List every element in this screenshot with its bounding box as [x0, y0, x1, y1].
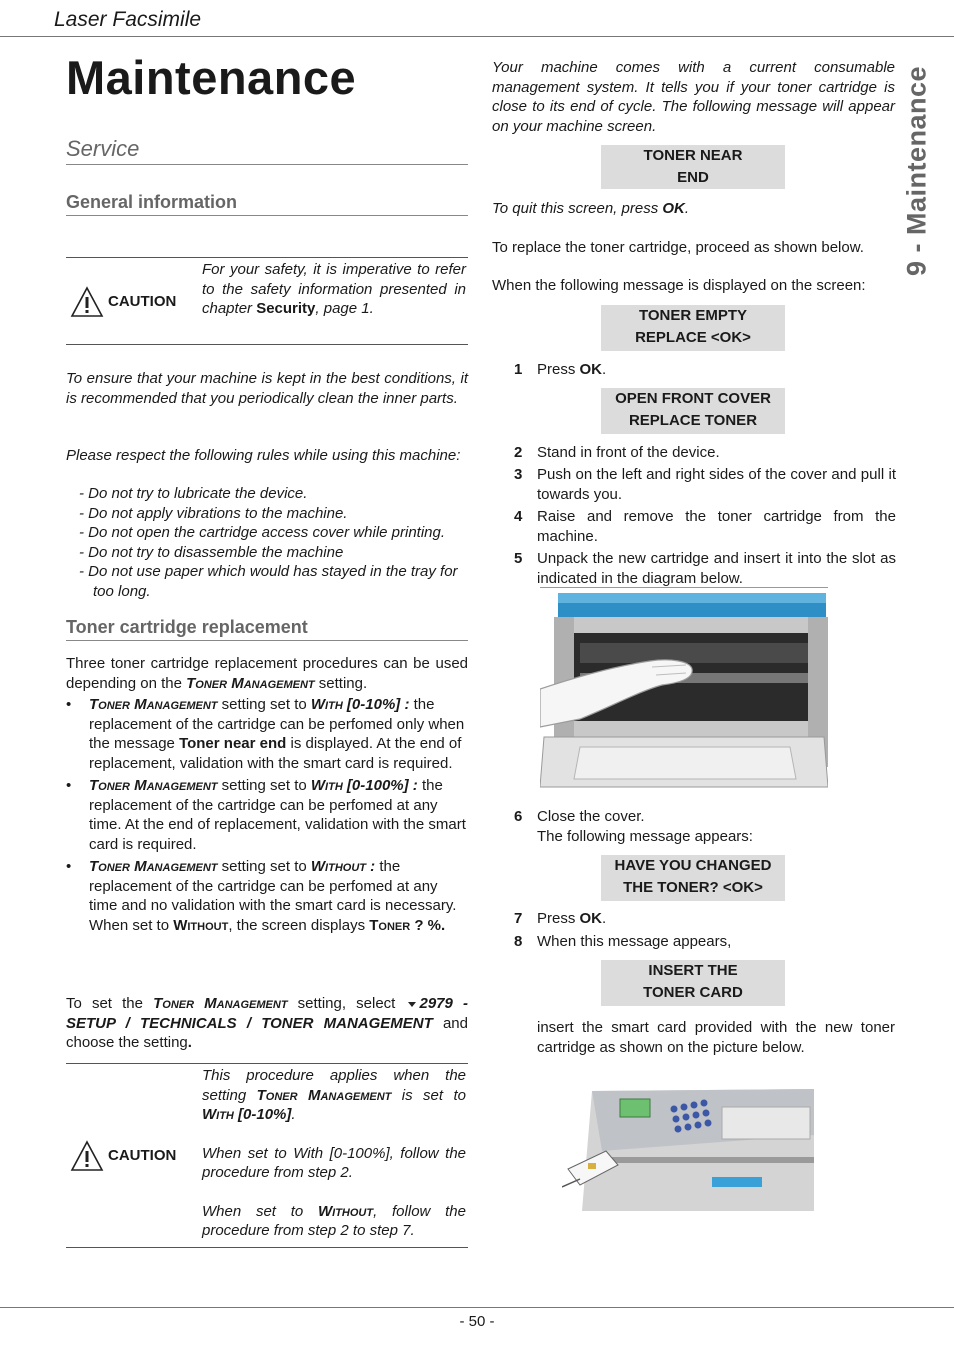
maintenance-intro: To ensure that your machine is kept in the best conditions, it is recommended that you periodically clean the inner parts.: [66, 370, 468, 407]
text-part: is displayed. At the end of replacement, validation with the smart card is required.: [89, 735, 462, 772]
header-title: Laser Facsimile: [54, 8, 202, 31]
lcd-message-toner-empty: [601, 305, 785, 351]
rule-item: - Do not apply vibrations to the machine.: [79, 504, 348, 522]
setting-name: Toner Management: [89, 777, 218, 794]
caution-label: [70, 1140, 176, 1172]
text-part: .: [602, 910, 607, 927]
text-part: To set the: [66, 995, 154, 1012]
lcd-line: OPEN FRONT COVER: [615, 390, 771, 407]
smart-card-instruction: insert the smart card provided with the new toner cartridge as shown on the picture below.: [537, 1019, 895, 1056]
rule-item: - Do not try to disassemble the machine: [79, 543, 344, 561]
setting-value: With [0-10%] :: [310, 696, 410, 713]
lcd-message-have-you-changed: [601, 855, 785, 901]
page-title: Maintenance: [66, 51, 357, 104]
step-7: [514, 909, 896, 929]
lcd-message-insert-toner-card: [601, 960, 785, 1006]
caution-label-text: CAUTION: [108, 1147, 177, 1165]
screen-display: Toner ? %.: [369, 916, 446, 934]
caution-text-part: , page 1.: [315, 300, 374, 317]
step-number: 3: [514, 466, 523, 483]
lcd-message-toner-near-end: [601, 145, 785, 189]
rule-item: - Do not use paper which would has stayed in the tray for too long.: [79, 563, 458, 600]
step-text: When this message appears,: [537, 933, 732, 950]
step-number: 4: [514, 508, 523, 525]
setting-value: Without: [317, 1202, 374, 1220]
procedure-bullets: [66, 695, 468, 938]
text-part: setting set to: [217, 696, 311, 713]
lcd-line: THE TONER? <OK>: [623, 879, 763, 896]
text-part: setting set to: [217, 858, 311, 875]
down-arrow-icon: [405, 999, 419, 1009]
step-text: Raise and remove the toner cartridge from the machine.: [537, 508, 896, 545]
lcd-line: END: [677, 169, 709, 186]
bullet-item: [66, 695, 468, 773]
text-part: .: [187, 1034, 192, 1051]
page-number: - 50 -: [459, 1313, 495, 1330]
replace-instruction: To replace the toner cartridge, proceed as shown below.: [492, 239, 864, 256]
step-text: Stand in front of the device.: [537, 444, 720, 461]
set-instruction: [66, 994, 468, 1053]
caution-label-text: CAUTION: [108, 293, 177, 311]
lcd-line: TONER NEAR: [643, 147, 743, 164]
caution-paragraph: When set to With [0-100%], follow the procedure from step 2.: [202, 1144, 466, 1181]
when-instruction: When the following message is displayed on the screen:: [492, 277, 866, 294]
ok-key: OK: [662, 200, 685, 217]
text-line: Close the cover.: [537, 808, 645, 825]
ok-key: OK: [579, 910, 603, 927]
caution-text: [202, 1066, 466, 1241]
text-part: When set to: [202, 1202, 318, 1220]
text-part: is set to: [391, 1086, 466, 1104]
lcd-line: TONER EMPTY: [638, 307, 748, 324]
header-divider: [0, 36, 954, 37]
step-number: 7: [514, 910, 523, 927]
step-4: [514, 507, 896, 546]
step-1: [514, 360, 896, 380]
rules-list: [66, 484, 470, 601]
message-name: Toner near end: [179, 735, 287, 752]
bullet-item: [66, 776, 468, 854]
caution-text-part: For your safety, it is imperative to refer to the safety information presented in chapter: [202, 261, 466, 317]
text-part: setting.: [314, 674, 368, 692]
text-part: the replacement of the cartridge can be perfomed at any time and no validation with the smart card is necessary. When set to: [89, 858, 457, 934]
lcd-line: INSERT THE: [648, 962, 738, 979]
setting-name: Toner Management: [89, 858, 218, 875]
rule-item: - Do not try to lubricate the device.: [79, 485, 308, 502]
caution-paragraph: [202, 1066, 466, 1125]
section-heading-service: Service: [66, 136, 468, 165]
step-text: [537, 909, 896, 929]
text-part: .: [684, 200, 690, 217]
step-text: [537, 807, 896, 846]
step-number: 1: [514, 361, 523, 378]
text-part: setting, select: [287, 995, 406, 1012]
caution-box-procedure: [66, 1063, 468, 1248]
text-part: This procedure applies when the setting: [202, 1067, 466, 1104]
ok-key: OK: [579, 361, 603, 378]
setting-value: Without :: [310, 858, 376, 875]
text-part: .: [291, 1106, 296, 1123]
text-part: Press: [537, 910, 580, 927]
step-text: [537, 360, 896, 380]
rules-intro: Please respect the following rules while using this machine:: [66, 447, 461, 464]
text-part: To quit this screen, press: [492, 200, 663, 217]
text-part: , the screen displays: [228, 916, 370, 934]
chapter-side-tab: [891, 60, 943, 282]
caution-paragraph: [202, 1202, 466, 1241]
caution-box-safety: [66, 257, 468, 345]
step-number: 2: [514, 444, 523, 461]
smart-card-insertion-photo: [562, 1087, 814, 1211]
chapter-side-tab-label: 9 - Maintenance: [901, 65, 932, 277]
text-line: The following message appears:: [537, 827, 753, 845]
lcd-line: REPLACE <OK>: [635, 329, 751, 346]
setting-value: With [0-100%] :: [310, 777, 418, 794]
text-part: the replacement of the cartridge can be perfomed at any time. At the end of replacement, validation with the smart card is required.: [89, 777, 466, 853]
footer-divider: [0, 1307, 954, 1308]
step-number: 6: [514, 808, 523, 825]
text-part: the replacement of the cartridge can be perfomed only when the message: [89, 696, 465, 752]
bullet-item: [66, 857, 468, 935]
setting-name: Toner Management: [186, 674, 315, 692]
step-3: [514, 465, 896, 504]
setting-value: Without: [173, 916, 229, 934]
security-chapter-ref: Security: [256, 300, 316, 317]
toner-intro: [66, 654, 468, 693]
step-text: Push on the left and right sides of the cover and pull it towards you.: [537, 466, 896, 503]
lcd-line: REPLACE TONER: [628, 412, 758, 429]
step-5: [514, 549, 896, 588]
setting-name: Toner Management: [153, 995, 288, 1012]
heading-general-information: General information: [66, 192, 468, 216]
heading-toner-replacement: Toner cartridge replacement: [66, 617, 468, 641]
cartridge-insertion-photo: [540, 587, 828, 795]
caution-label: [70, 286, 176, 318]
step-2: [514, 443, 896, 463]
text-part: Press: [537, 361, 580, 378]
setting-name: Toner Management: [89, 696, 218, 713]
text-part: Three toner cartridge replacement procedures can be used depending on the: [66, 655, 468, 692]
setting-value: With [0-10%]: [202, 1106, 292, 1123]
step-number: 5: [514, 550, 523, 567]
text-part: setting set to: [217, 777, 311, 794]
lcd-line: HAVE YOU CHANGED: [614, 857, 772, 874]
text-part: and choose the setting: [66, 1014, 468, 1051]
text-part: , follow the procedure from step 2 to step 7.: [202, 1202, 466, 1239]
step-text: Unpack the new cartridge and insert it into the slot as indicated in the diagram below.: [537, 550, 896, 587]
menu-path: 2979 - SETUP / TECHNICALS / TONER MANAGEMENT: [66, 995, 468, 1032]
step-8: [514, 932, 896, 952]
quit-instruction: [492, 199, 895, 219]
step-6: [514, 807, 896, 846]
lcd-message-open-front-cover: [601, 388, 785, 434]
step-number: 8: [514, 933, 523, 950]
consumable-intro: Your machine comes with a current consumable management system. It tells you if your toner cartridge is close to its end of cycle. The following message will appear on your machine screen.: [492, 59, 895, 135]
lcd-line: TONER CARD: [643, 984, 743, 1001]
warning-icon: [70, 286, 104, 318]
warning-icon: [70, 1140, 104, 1172]
setting-name: Toner Management: [256, 1086, 392, 1104]
rule-item: - Do not open the cartridge access cover while printing.: [79, 524, 446, 541]
caution-text: [202, 260, 466, 319]
text-part: .: [602, 361, 607, 378]
